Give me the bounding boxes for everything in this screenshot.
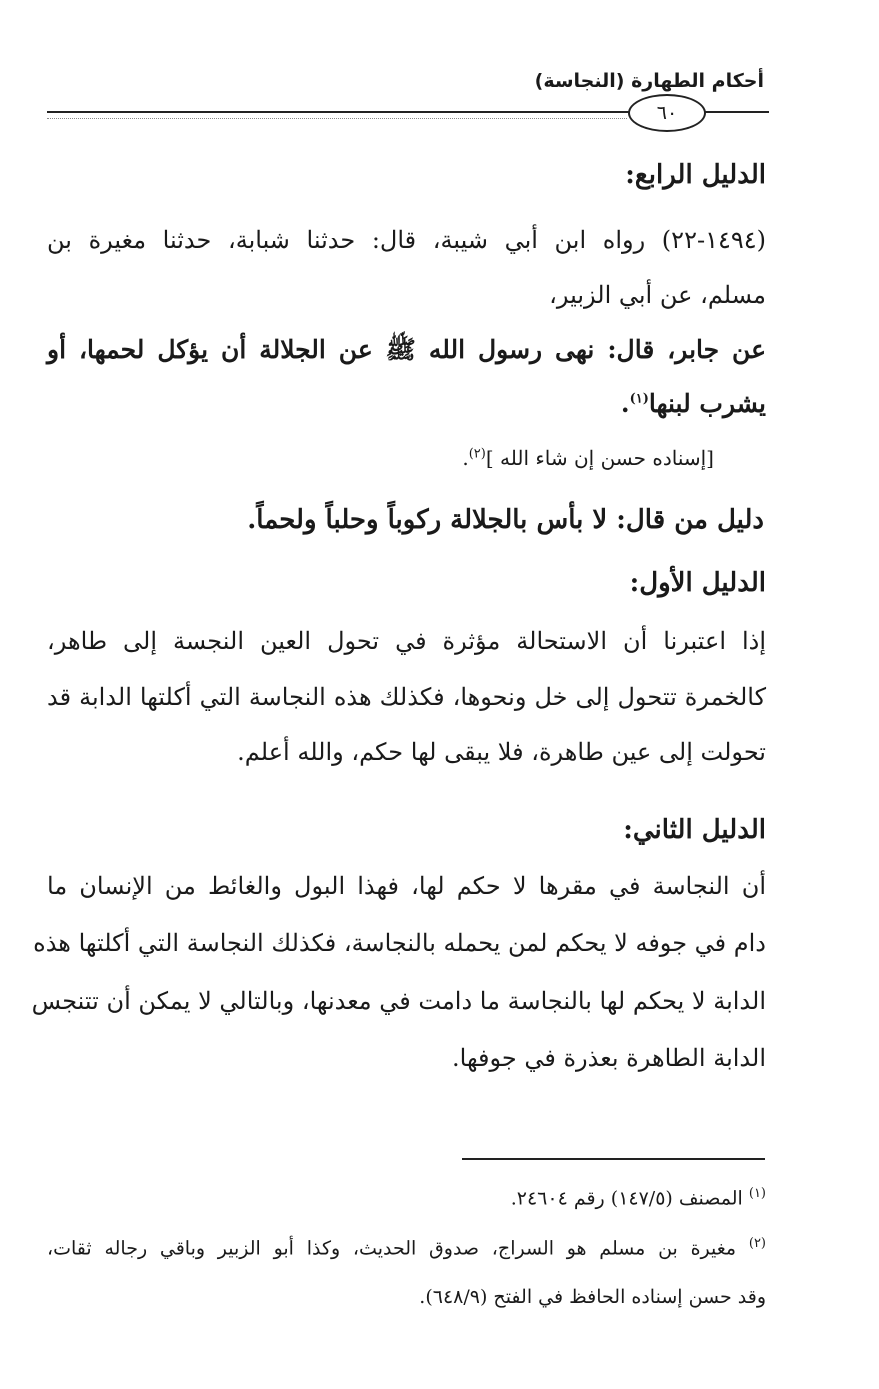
first-evidence-line-1: إذا اعتبرنا أن الاستحالة مؤثرة في تحول العين النجسة إلى طاهر، — [47, 627, 766, 655]
footnote-2-number: (٢) — [748, 1236, 766, 1251]
second-evidence-line-4: الدابة الطاهرة بعذرة في جوفها. — [452, 1044, 766, 1072]
footnote-ref-1: (١) — [629, 391, 649, 407]
footnote-ref-2: (٢) — [468, 446, 486, 462]
heading-fourth-evidence: الدليل الرابع: — [625, 160, 766, 190]
footnote-1-number: (١) — [748, 1186, 766, 1201]
hadith-matn-text: يشرب لبنها — [648, 389, 766, 418]
footnote-separator — [462, 1158, 765, 1160]
grading-note — [462, 446, 714, 470]
heading-second-evidence: الدليل الثاني: — [623, 815, 766, 845]
footnote-2-line-1 — [47, 1236, 766, 1259]
page-number-badge — [628, 94, 706, 132]
first-evidence-line-3: تحولت إلى عين طاهرة، فلا يبقى لها حكم، والله أعلم. — [237, 738, 766, 766]
hadith-matn-line-1: عن جابر، قال: نهى رسول الله ﷺ عن الجلالة أن يؤكل لحمها، أو — [47, 335, 766, 364]
second-evidence-line-1: أن النجاسة في مقرها لا حكم لها، فهذا البول والغائط من الإنسان ما — [47, 872, 766, 900]
footnote-2-text-1: مغيرة بن مسلم هو السراج، صدوق الحديث، وكذا أبو الزبير وباقي رجاله ثقات، — [47, 1237, 737, 1260]
grading-text: [إسناده حسن إن شاء الله ] — [485, 446, 714, 470]
footnote-1-text: المصنف (١٤٧/٥) رقم ٢٤٦٠٤. — [510, 1187, 743, 1210]
page-number: ٦٠ — [656, 102, 678, 124]
hadith-isnad-line-1: (١٤٩٤-٢٢) رواه ابن أبي شيبة، قال: حدثنا شبابة، حدثنا مغيرة بن — [47, 226, 766, 254]
heading-opposing-view: دليل من قال: لا بأس بالجلالة ركوباً وحلباً ولحماً. — [247, 505, 764, 535]
grading-period: . — [462, 446, 469, 470]
hadith-matn-period: . — [620, 389, 630, 418]
hadith-matn-line-2 — [47, 389, 766, 418]
hadith-isnad-line-2: مسلم، عن أبي الزبير، — [549, 281, 766, 309]
footnote-1 — [511, 1186, 766, 1209]
heading-first-evidence: الدليل الأول: — [629, 568, 766, 598]
running-header-title: أحكام الطهارة (النجاسة) — [534, 70, 764, 92]
second-evidence-line-3: الدابة لا يحكم لها بالنجاسة ما دامت في معدنها، وبالتالي لا يمكن أن تتنجس — [31, 987, 766, 1015]
first-evidence-line-2: كالخمرة تتحول إلى خل ونحوها، فكذلك هذه النجاسة التي أكلتها الدابة قد — [47, 683, 766, 711]
footnote-2-line-2: وقد حسن إسناده الحافظ في الفتح (٦٤٨/٩). — [419, 1286, 766, 1308]
header-rule-dotted — [47, 118, 627, 119]
second-evidence-line-2: دام في جوفه لا يحكم لمن يحمله بالنجاسة، فكذلك النجاسة التي أكلتها هذه — [33, 929, 766, 957]
